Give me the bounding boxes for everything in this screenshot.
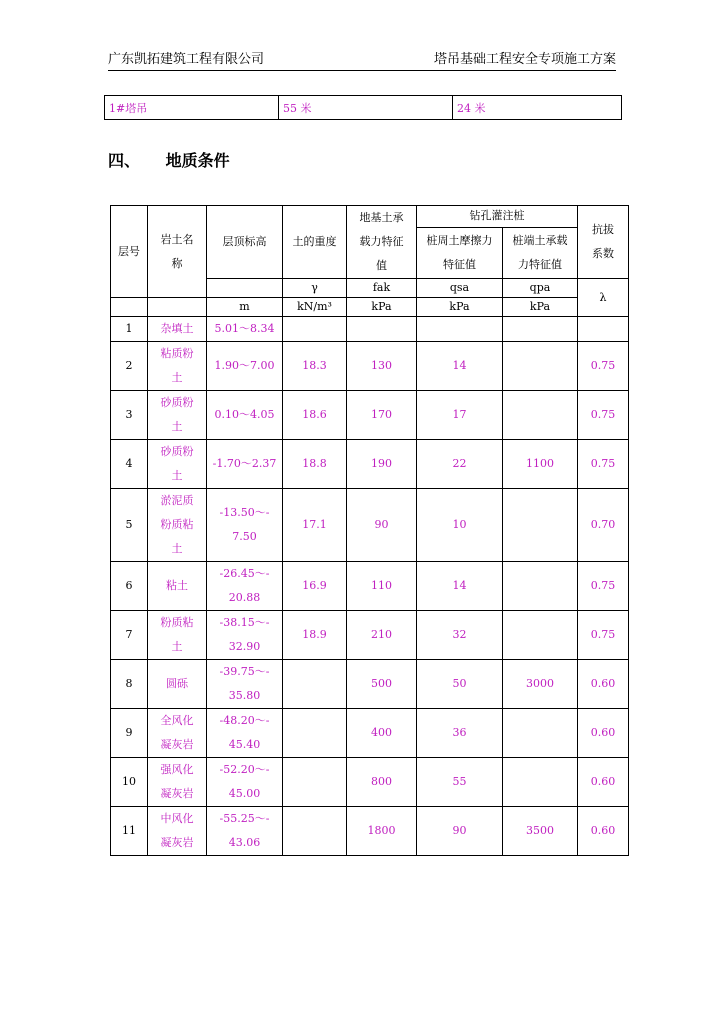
rock-soil-name-cell-line: 凝灰岩 [160,738,194,751]
layer-no-cell: 6 [111,562,148,611]
top-elevation-cell-line: -48.20～- [219,714,270,727]
rock-soil-name-cell-line: 强风化 [160,763,194,776]
top-elevation-cell-line: -1.70～2.37 [212,457,277,470]
header-unit-weight: 土的重度 [283,206,347,279]
top-elevation-cell-line: 32.90 [228,640,261,653]
layer-no-cell: 7 [111,611,148,660]
top-elevation-cell-line: -26.45～- [219,567,270,580]
table-row [111,709,629,758]
side-friction-cell: 36 [417,709,503,758]
top-elevation-cell [207,489,283,562]
top-elevation-cell-line: -52.20～- [219,763,270,776]
unit-weight-cell: 16.9 [283,562,347,611]
rock-soil-name-cell [148,758,207,807]
rock-soil-name-cell-line: 圆砾 [166,677,188,690]
top-elevation-cell [207,317,283,342]
uplift-cell: 0.60 [578,660,629,709]
section-number: 四、 [108,151,141,170]
rock-soil-name-cell [148,709,207,758]
page-header [108,50,616,71]
end-bearing-cell: 3500 [503,807,578,856]
header-uplift-line: 抗拔 [592,223,614,236]
bearing-cell: 90 [347,489,417,562]
rock-soil-name-cell-line: 粘质粉 [160,347,194,360]
header-end-bearing [503,227,578,278]
top-elevation-cell-line: -55.25～- [219,812,270,825]
crane-height-cell: 55 米 [279,96,453,120]
uplift-cell: 0.75 [578,342,629,391]
table-row [105,96,622,120]
side-friction-cell: 10 [417,489,503,562]
side-friction-cell: 14 [417,562,503,611]
top-elevation-cell [207,611,283,660]
uplift-cell: 0.75 [578,440,629,489]
side-friction-cell: 50 [417,660,503,709]
rock-soil-name-cell-line: 砂质粉 [160,445,194,458]
unit-weight-cell [283,807,347,856]
bearing-cell: 800 [347,758,417,807]
uplift-cell: 0.70 [578,489,629,562]
top-elevation-cell-line: 35.80 [228,689,261,702]
end-bearing-cell: 1100 [503,440,578,489]
header-uplift [578,206,629,279]
table-row [111,758,629,807]
bearing-cell: 500 [347,660,417,709]
rock-soil-name-cell-line: 凝灰岩 [160,787,194,800]
bearing-cell: 130 [347,342,417,391]
header-bearing-line: 地基土承 [359,211,404,224]
top-elevation-cell-line: 5.01～8.34 [214,322,275,335]
unit-unit-weight: kN/m³ [283,298,347,317]
top-elevation-cell [207,660,283,709]
rock-soil-name-cell-line: 凝灰岩 [160,836,194,849]
uplift-cell: 0.60 [578,807,629,856]
header-bearing-line: 载力特征 [359,235,404,248]
bearing-cell: 190 [347,440,417,489]
unit-bearing: kPa [347,298,417,317]
rock-soil-name-cell-line: 粉质粘 [160,518,194,531]
end-bearing-cell [503,317,578,342]
unit-name [148,298,207,317]
header-row-units [111,298,629,317]
layer-no-cell: 1 [111,317,148,342]
top-elevation-cell [207,709,283,758]
rock-soil-name-cell-line: 粘土 [166,579,188,592]
rock-soil-name-cell-line: 淤泥质 [160,494,194,507]
uplift-cell [578,317,629,342]
rock-soil-name-cell [148,489,207,562]
bearing-cell: 400 [347,709,417,758]
side-friction-cell: 14 [417,342,503,391]
side-friction-cell: 17 [417,391,503,440]
unit-weight-cell: 18.6 [283,391,347,440]
bearing-cell: 170 [347,391,417,440]
top-elevation-cell-line: 45.00 [228,787,261,800]
header-side-line: 桩周土摩擦力 [426,233,493,247]
unit-weight-cell: 17.1 [283,489,347,562]
side-friction-cell: 90 [417,807,503,856]
header-end-line: 桩端土承载 [512,233,568,247]
rock-soil-name-cell [148,342,207,391]
rock-soil-name-cell [148,660,207,709]
header-pile-group: 钻孔灌注桩 [417,206,578,228]
bearing-cell: 110 [347,562,417,611]
crane-info-table [104,95,622,120]
bearing-cell: 210 [347,611,417,660]
crane-id-cell: 1#塔吊 [105,96,279,120]
crane-arm-cell: 24 米 [453,96,622,120]
top-elevation-cell-line: 20.88 [228,591,261,604]
unit-weight-cell: 18.8 [283,440,347,489]
unit-weight-cell [283,660,347,709]
unit-side-friction: kPa [417,298,503,317]
rock-soil-name-cell-line: 中风化 [160,812,194,825]
bearing-cell [347,317,417,342]
rock-soil-name-cell [148,562,207,611]
header-side-friction [417,227,503,278]
top-elevation-cell-line: 1.90～7.00 [214,359,275,372]
top-elevation-cell [207,807,283,856]
unit-weight-cell [283,709,347,758]
section-heading [108,148,230,171]
layer-no-cell: 4 [111,440,148,489]
bearing-cell: 1800 [347,807,417,856]
top-elevation-cell-line: 0.10～4.05 [214,408,275,421]
unit-weight-cell [283,317,347,342]
unit-weight-cell [283,758,347,807]
top-elevation-cell [207,758,283,807]
top-elevation-cell [207,391,283,440]
unit-layer-no [111,298,148,317]
table-row [111,342,629,391]
layer-no-cell: 11 [111,807,148,856]
table-row [111,807,629,856]
header-bearing-line: 值 [376,259,387,272]
header-name-line: 称 [171,256,183,270]
uplift-cell: 0.60 [578,709,629,758]
end-bearing-cell [503,709,578,758]
document-title: 塔吊基础工程安全专项施工方案 [433,52,616,67]
top-elevation-cell-line: 45.40 [228,738,261,751]
uplift-cell: 0.75 [578,391,629,440]
top-elevation-cell-line: -38.15～- [219,616,270,629]
header-uplift-line: 系数 [592,247,614,260]
rock-soil-name-cell-line: 土 [171,371,183,384]
unit-weight-cell: 18.3 [283,342,347,391]
layer-no-cell: 5 [111,489,148,562]
side-friction-cell: 55 [417,758,503,807]
rock-soil-name-cell-line: 土 [171,469,183,482]
table-row [111,391,629,440]
layer-no-cell: 8 [111,660,148,709]
rock-soil-name-cell [148,317,207,342]
end-bearing-cell [503,562,578,611]
symbol-bearing: fak [347,279,417,298]
header-bearing [347,206,417,279]
rock-soil-name-cell-line: 砂质粉 [160,396,194,409]
top-elevation-cell-line: -13.50～- [219,506,270,519]
section-title: 地质条件 [165,151,230,170]
end-bearing-cell [503,758,578,807]
end-bearing-cell [503,489,578,562]
unit-top-elevation: m [207,298,283,317]
table-row [111,440,629,489]
header-name-line: 岩土名 [160,232,194,246]
rock-soil-name-cell [148,611,207,660]
geology-table-body [111,317,629,856]
company-name: 广东凯拓建筑工程有限公司 [108,52,265,67]
top-elevation-cell-line: -39.75～- [219,665,270,678]
rock-soil-name-cell-line: 土 [171,420,183,433]
header-layer-no: 层号 [111,206,148,298]
rock-soil-name-cell [148,807,207,856]
uplift-cell: 0.75 [578,562,629,611]
symbol-top-elevation [207,279,283,298]
header-side-line: 特征值 [443,257,476,271]
layer-no-cell: 3 [111,391,148,440]
layer-no-cell: 10 [111,758,148,807]
rock-soil-name-cell-line: 土 [171,640,183,653]
table-row [111,660,629,709]
symbol-unit-weight: γ [283,279,347,298]
table-row [111,489,629,562]
rock-soil-name-cell-line: 全风化 [160,714,194,727]
top-elevation-cell-line: 43.06 [228,836,261,849]
geology-table [110,205,629,856]
unit-end-bearing: kPa [503,298,578,317]
header-rock-soil-name [148,206,207,298]
uplift-cell: 0.75 [578,611,629,660]
rock-soil-name-cell [148,440,207,489]
end-bearing-cell [503,391,578,440]
symbol-uplift: λ [578,279,629,317]
layer-no-cell: 9 [111,709,148,758]
rock-soil-name-cell [148,391,207,440]
end-bearing-cell [503,611,578,660]
header-top-elevation: 层顶标高 [207,206,283,279]
table-row [111,317,629,342]
end-bearing-cell [503,342,578,391]
end-bearing-cell: 3000 [503,660,578,709]
rock-soil-name-cell-line: 杂填土 [160,322,194,335]
top-elevation-cell-line: 7.50 [232,530,257,543]
side-friction-cell: 32 [417,611,503,660]
header-row-1 [111,206,629,228]
symbol-end-bearing: qpa [503,279,578,298]
rock-soil-name-cell-line: 粉质粘 [160,616,194,629]
unit-weight-cell: 18.9 [283,611,347,660]
top-elevation-cell [207,342,283,391]
layer-no-cell: 2 [111,342,148,391]
table-row [111,611,629,660]
top-elevation-cell [207,440,283,489]
symbol-side-friction: qsa [417,279,503,298]
top-elevation-cell [207,562,283,611]
rock-soil-name-cell-line: 土 [171,542,183,555]
side-friction-cell: 22 [417,440,503,489]
table-row [111,562,629,611]
uplift-cell: 0.60 [578,758,629,807]
side-friction-cell [417,317,503,342]
header-end-line: 力特征值 [518,257,562,271]
